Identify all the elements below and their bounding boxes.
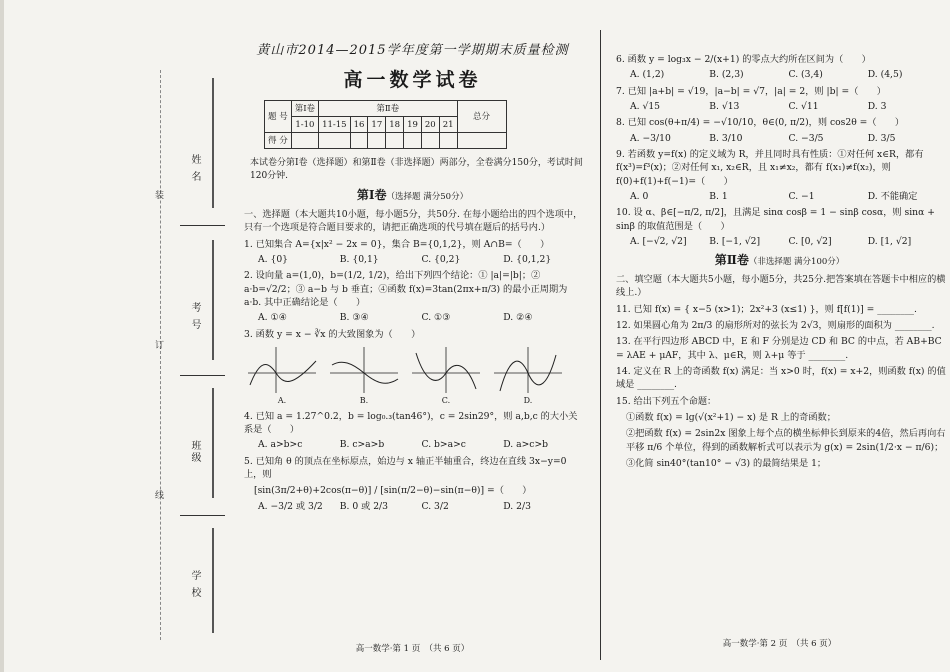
option: B. c>a>b (339, 439, 385, 451)
option: A. ①④ (258, 312, 287, 324)
part2-heading-sub: （非选择题 满分100分） (748, 257, 845, 268)
option: B. (2,3) (709, 69, 744, 81)
option: C. 3/2 (421, 500, 449, 512)
school-line[interactable] (212, 528, 214, 633)
score-cell[interactable] (291, 133, 318, 149)
question-5-expression: [sin(3π/2+θ)+2cos(π−θ)] / [sin(π/2−θ)−sin(π−θ)] =（ ） (254, 485, 532, 497)
cut-mark-3: 线 (153, 490, 163, 499)
score-cell[interactable] (439, 133, 457, 149)
question-5: 5. 已知角 θ 的顶点在坐标原点，始边与 x 轴正半轴重合，终边在直线 3x−y=0 上，则 (244, 455, 567, 480)
option: D. ②④ (503, 312, 533, 324)
graph-b-svg (328, 345, 400, 395)
proposition-3: ③化简 sin40°(tan10° − √3) 的最简结果是 1； (626, 457, 827, 469)
option: A. (277, 395, 287, 405)
score-cell[interactable] (386, 133, 404, 149)
graph-d-svg (492, 345, 564, 395)
question-3: 3. 函数 y = x − ∛x 的大致图象为（ ） (244, 328, 421, 340)
question-1-options (258, 253, 585, 266)
section-title: 一、选择题（本大题共10小题，每小题5分，共50分. 在每小题给出的四个选项中，只有一个选项是符合题目要求的，请把正确选项的代号填在题后的括号内.） (244, 208, 583, 234)
score-col: 16 (350, 117, 368, 133)
cut-line (160, 70, 161, 640)
question-9-options (630, 190, 947, 203)
scan-edge (0, 0, 4, 672)
question-2-options (258, 311, 585, 324)
separator (180, 225, 225, 226)
question-4: 4. 已知 a = 1.27^0.2，b = log₀.₃(tan46°)，c = 2sin29°，则 a,b,c 的大小关系是（ ） (244, 410, 578, 435)
option: C. [0, √2] (788, 236, 832, 248)
option: B. 3/10 (709, 132, 743, 144)
option: A. −3/2 或 3/2 (258, 500, 323, 512)
option: C. (441, 395, 451, 405)
page-2-footer: 高一数学·第 2 页 （共 6 页） (722, 638, 837, 649)
part2-heading (612, 252, 947, 269)
page-1-footer: 高一数学·第 1 页 （共 6 页） (355, 643, 470, 654)
score-table (264, 100, 507, 149)
graph-option-b (328, 345, 400, 407)
question-15: 15. 给出下列五个命题： (616, 395, 717, 407)
subject-title: 高一数学试卷 (343, 68, 482, 91)
proposition-1: ①函数 f(x) = lg(√(x²+1) − x) 是 R 上的奇函数； (626, 411, 836, 423)
instructions: 本试卷分第Ⅰ卷（选择题）和第Ⅱ卷（非选择题）两部分，全卷满分150分，考试时间120分钟. (250, 158, 583, 182)
option: D. [1, √2] (867, 236, 912, 248)
cut-mark-2: 订 (153, 340, 163, 349)
graph-option-c (410, 345, 482, 407)
score-col: 19 (404, 117, 422, 133)
option: D. 3/5 (867, 132, 896, 144)
option: C. √11 (788, 101, 819, 113)
part1-heading (240, 187, 585, 204)
question-11: 11. 已知 f(x) = { x−5 (x>1)；2x²+3 (x≤1) }，则 f[f(1)] = ________. (616, 303, 917, 315)
part1-header: 第Ⅰ卷 (291, 101, 318, 117)
option: B. (359, 395, 369, 405)
question-4-options (258, 438, 585, 451)
option: C. {0,2} (421, 253, 461, 265)
score-cell[interactable] (421, 133, 439, 149)
option: D. {0,1,2} (503, 253, 552, 265)
page-2 (612, 50, 947, 650)
question-9: 9. 若函数 y=f(x) 的定义域为 R，并且同时具有性质：①对任何 x∈R，都有 f(x³)=f³(x)；②对任何 x₁, x₂∈R，且 x₁≠x₂，都有 f(x₁)≠f(x₂)，则 f(0)+f(1)+f(−1)=（ ） (616, 149, 924, 187)
page-divider (600, 30, 601, 660)
score-cell[interactable] (350, 133, 368, 149)
exam-number-line[interactable] (212, 240, 214, 360)
separator (180, 375, 225, 376)
graph-c-svg (410, 345, 482, 395)
option: D. 3 (867, 101, 887, 113)
graph-option-a (246, 345, 318, 407)
option: A. √15 (630, 101, 661, 113)
option: D. 不能确定 (867, 191, 918, 203)
option: B. 1 (709, 191, 728, 203)
score-col: 17 (368, 117, 386, 133)
option: C. ①③ (421, 312, 451, 324)
question-8: 8. 已知 cos(θ+π/4) = −√10/10，θ∈(0, π/2)，则 cos2θ =（ ） (616, 117, 905, 129)
question-7: 7. 已知 |a+b| = √19，|a−b| = √7，|a| = 2，则 |b| =（ ） (616, 85, 886, 97)
question-7-options (630, 100, 947, 113)
question-10-options (630, 235, 947, 248)
page-1 (240, 40, 585, 655)
option: A. −3/10 (630, 132, 671, 144)
score-cell[interactable] (457, 133, 506, 149)
question-8-options (630, 132, 947, 145)
question-13: 13. 在平行四边形 ABCD 中，E 和 F 分别是边 CD 和 BC 的中点，若 AB+BC = λAE + μAF，其中 λ、μ∈R，则 λ+μ 等于 ________. (616, 336, 942, 361)
option: B. 0 或 2/3 (339, 500, 389, 512)
option: A. {0} (258, 253, 289, 265)
score-col: 21 (439, 117, 457, 133)
question-2: 2. 设向量 a=(1,0)，b=(1/2, 1/2)，给出下列四个结论：① |a|=|b|；② a·b=√2/2；③ a−b 与 b 垂直；④函数 f(x)=3tan(2πx+π/3) 的最小正周期为 a·b. 其中正确结论是（ ） (244, 270, 568, 308)
graph-a-svg (246, 345, 318, 395)
question-14: 14. 定义在 R 上的奇函数 f(x) 满足：当 x>0 时，f(x) = x+2，则函数 f(x) 的值域是 ________. (616, 365, 946, 391)
score-col: 11-15 (319, 117, 351, 133)
exam-title: 黄山市2014—2015学年度第一学期期末质量检测 (256, 43, 569, 58)
fill-section-title: 二、填空题（本大题共5小题，每小题5分，共25分.把答案填在答题卡中相应的横线上.） (616, 273, 946, 299)
option: C. −1 (788, 191, 815, 203)
score-col: 20 (421, 117, 439, 133)
option: D. a>c>b (503, 439, 549, 451)
part2-header: 第Ⅱ卷 (319, 101, 457, 117)
graph-option-d (492, 345, 564, 407)
total-header: 总分 (457, 101, 506, 133)
class-line[interactable] (212, 388, 214, 498)
binding-strip (150, 70, 240, 640)
question-5-options (258, 500, 585, 513)
exam-number-label: 考 号 (189, 302, 200, 332)
option: B. ③④ (339, 312, 369, 324)
question-12: 12. 如果圆心角为 2π/3 的扇形所对的弦长为 2√3，则扇形的面积为 ________. (616, 319, 935, 331)
option: A. a>b>c (258, 439, 303, 451)
score-col: 1-10 (291, 117, 318, 133)
question-6-options (630, 68, 947, 81)
score-col: 18 (386, 117, 404, 133)
question-1: 1. 已知集合 A={x|x² − 2x = 0}，集合 B={0,1,2}，则 A∩B=（ ） (244, 238, 550, 250)
proposition-2: ②把函数 f(x) = 2sin2x 图象上每个点的横坐标伸长到原来的4倍，然后再向右平移 π/6 个单位，得到的函数解析式可以表示为 g(x) = 2sin(1/2·x − π/6)； (626, 428, 946, 453)
option: C. −3/5 (788, 132, 824, 144)
score-cell[interactable] (368, 133, 386, 149)
score-cell[interactable] (404, 133, 422, 149)
option: B. √13 (709, 101, 740, 113)
cut-mark-1: 装 (153, 190, 163, 199)
score-row-label: 得 分 (265, 133, 292, 149)
option: C. (3,4) (788, 69, 823, 81)
option: D. 2/3 (503, 500, 531, 512)
part2-heading-text: 第Ⅱ卷 (714, 253, 749, 268)
part1-heading-sub: （选择题 满分50分） (386, 192, 469, 203)
name-line[interactable] (212, 78, 214, 208)
option: B. {0,1} (339, 253, 379, 265)
option: B. [−1, √2] (709, 236, 761, 248)
option: D. (523, 395, 533, 405)
option: D. (4,5) (867, 69, 903, 81)
option: A. (1,2) (630, 69, 665, 81)
score-cell[interactable] (319, 133, 351, 149)
name-label: 姓 名 (189, 154, 200, 184)
part1-heading-text: 第Ⅰ卷 (356, 188, 387, 203)
question-6: 6. 函数 y = log₃x − 2/(x+1) 的零点大约所在区间为（ ） (616, 54, 871, 65)
option: C. b>a>c (421, 439, 466, 451)
separator (180, 515, 225, 516)
question-3-graphs (246, 345, 585, 407)
option: A. [−√2, √2] (630, 236, 687, 248)
score-row-label: 题 号 (265, 101, 292, 133)
class-label: 班级 (189, 440, 200, 464)
option: A. 0 (630, 191, 649, 203)
question-10: 10. 设 α、β∈[−π/2, π/2]，且满足 sinα cosβ = 1 − sinβ cosα，则 sinα + sinβ 的取值范围是（ ） (616, 207, 935, 232)
school-label: 学 校 (189, 570, 200, 600)
